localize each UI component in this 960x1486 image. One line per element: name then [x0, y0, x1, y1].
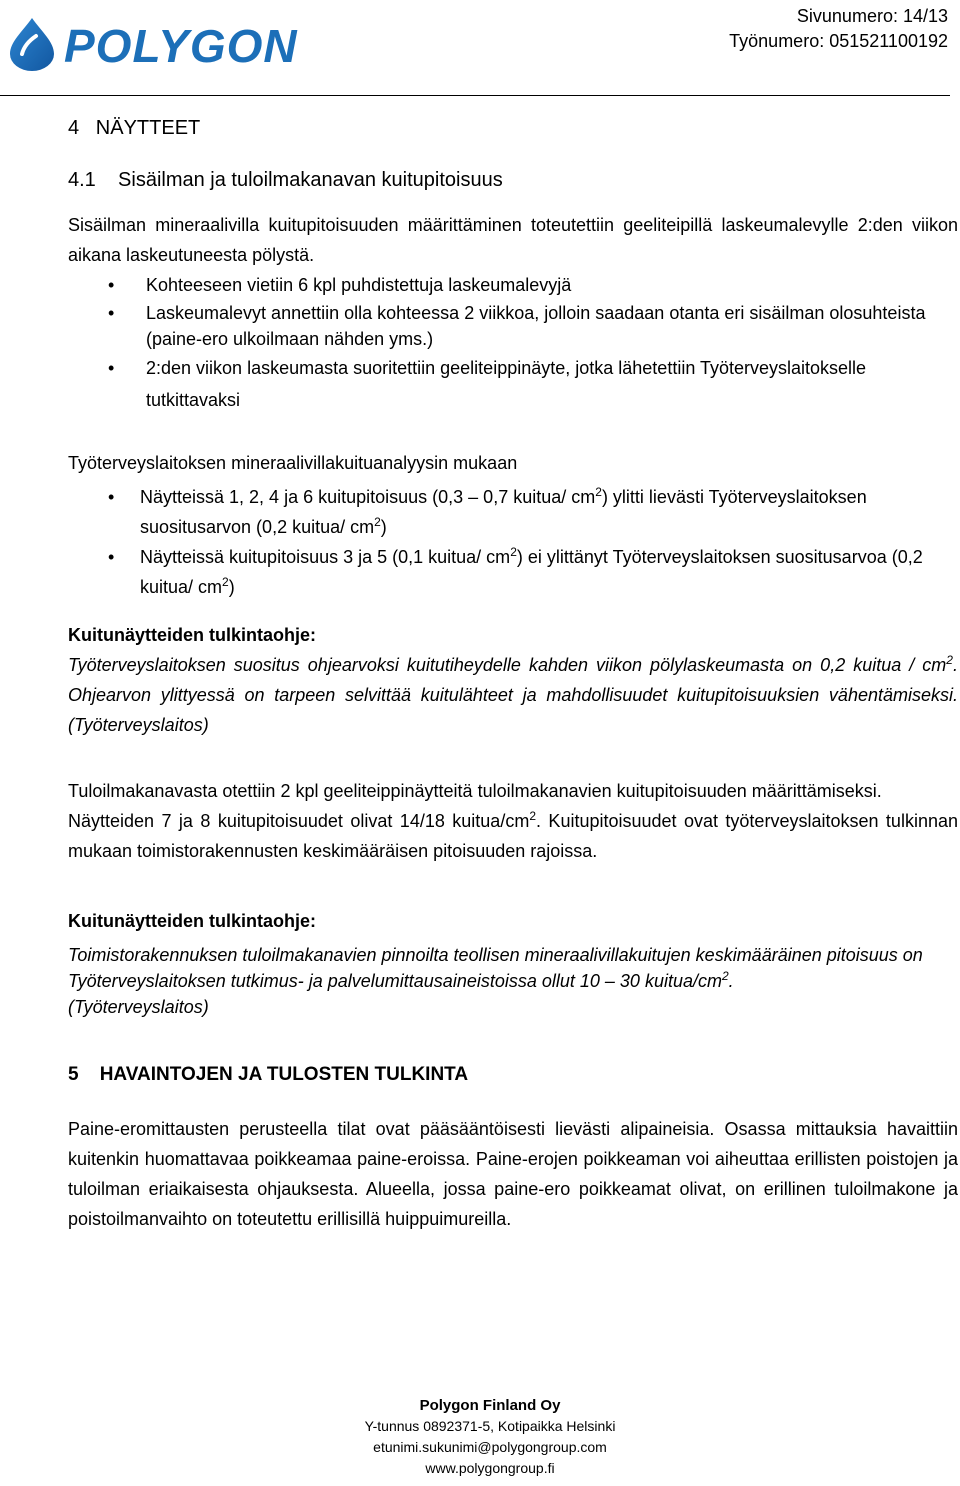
list-item: • Kohteeseen vietiin 6 kpl puhdistettuja laskeumalevyjä	[68, 270, 958, 300]
guide-2-heading: Kuitunäytteiden tulkintaohje:	[68, 911, 317, 931]
section-4-heading: 4 NÄYTTEET	[68, 117, 201, 139]
drop-icon	[10, 18, 54, 71]
list-item: • Näytteissä 1, 2, 4 ja 6 kuitupitoisuus (0,3 – 0,7 kuitua/ $cm^2$) ylitti lievästi Työterveyslaitoksen suositusarvon (0,2 kuitua/ $cm^2$)	[68, 482, 958, 542]
guide-2-source: (Työterveyslaitos)	[68, 997, 209, 1017]
page-footer	[0, 1395, 960, 1479]
footer-company: Polygon Finland Oy	[419, 1397, 561, 1414]
list-item: • Näytteissä kuitupitoisuus 3 ja 5 (0,1 kuitua/ $cm^2$) ei ylittänyt Työterveyslaitoksen suositusarvoa (0,2 kuitua/ $cm^2$)	[68, 542, 958, 602]
duct-paragraph-2: Näytteiden 7 ja 8 kuitupitoisuudet olivat 14/18 kuitua/$cm^2$. Kuitupitoisuudet ovat työterveyslaitoksen tulkinnan mukaan toimistorakennusten keskimääräisen pitoisuuden rajoissa.	[68, 809, 958, 861]
document-body	[68, 108, 958, 1234]
analysis-heading: Työterveyslaitoksen mineraalivillakuituanalyysin mukaan	[68, 453, 518, 473]
list-item: • Laskeumalevyt annettiin olla kohteessa 2 viikkoa, jolloin saadaan otanta eri sisäilman olosuhteista (paine-ero ulkoilmaan nähden yms.)	[68, 300, 958, 352]
section-4-1-heading: 4.1 Sisäilman ja tuloilmakanavan kuitupitoisuus	[68, 169, 503, 191]
header-divider	[0, 95, 950, 96]
section-5-paragraph: Paine-eromittausten perusteella tilat ovat pääsääntöisesti lievästi alipaineisia. Osassa mittauksia havaittiin kuitenkin huomattavaa poikkeamaa paine-eroissa. Paine-erojen poikkeaman voi aiheuttaa erillisten poistojen ja tuloilman eriaikaisesta ohjauksesta. Alueella, jossa paine-ero poikkeamat olivat, on erillinen tuloilmakone ja poistoilmanvaihto on toteutettu erillisillä huippuimureilla.	[68, 1119, 958, 1229]
guide-1-text: Työterveyslaitoksen suositus ohjearvoksi kuitutiheydelle kahden viikon pölylaskeumasta on 0,2 kuitua / $cm^2$. Ohjearvon ylittyessä on tarpeen selvittää kuitulähteet ja mahdollisuudet kuitupitoisuuksien vähentämiseksi.(Työterveyslaitos)	[68, 653, 958, 735]
polygon-logo	[8, 14, 328, 72]
list-item: • 2:den viikon laskeumasta suoritettiin geeliteippinäyte, jotka lähetettiin Työterveyslaitokselle tutkittavaksi	[68, 352, 958, 416]
guide-2-text: Toimistorakennuksen tuloilmakanavien pinnoilta teollisen mineraalivillakuitujen keskimääräinen pitoisuus on Työterveyslaitoksen tutkimus- ja palvelumittausaineistoissa ollut 10 – 30 kuitua/$cm^2$.	[68, 945, 923, 991]
section-5-heading: 5 HAVAINTOJEN JA TULOSTEN TULKINTA	[68, 1064, 469, 1085]
logo-wordmark: POLYGON	[64, 20, 298, 72]
footer-business-id: Y-tunnus 0892371-5, Kotipaikka Helsinki	[364, 1418, 616, 1434]
page-header	[0, 0, 960, 95]
page-number: Sivunumero: 14/13	[796, 6, 948, 26]
footer-website[interactable]: www.polygongroup.fi	[425, 1460, 555, 1476]
intro-paragraph: Sisäilman mineraalivilla kuitupitoisuuden määrittäminen toteutettiin geeliteipillä laskeumalevylle 2:den viikon aikana laskeutuneesta pölystä.	[68, 215, 958, 265]
analysis-bullet-list	[68, 482, 958, 602]
footer-email[interactable]: etunimi.sukunimi@polygongroup.com	[373, 1439, 607, 1455]
header-meta	[729, 4, 948, 54]
sampling-bullet-list	[68, 270, 958, 416]
duct-paragraph-1: Tuloilmakanavasta otettiin 2 kpl geeliteippinäytteitä tuloilmakanavien kuitupitoisuuden määrittämiseksi.	[68, 781, 882, 801]
job-number: Työnumero: 051521100192	[729, 31, 948, 51]
guide-1-heading: Kuitunäytteiden tulkintaohje:	[68, 625, 317, 645]
